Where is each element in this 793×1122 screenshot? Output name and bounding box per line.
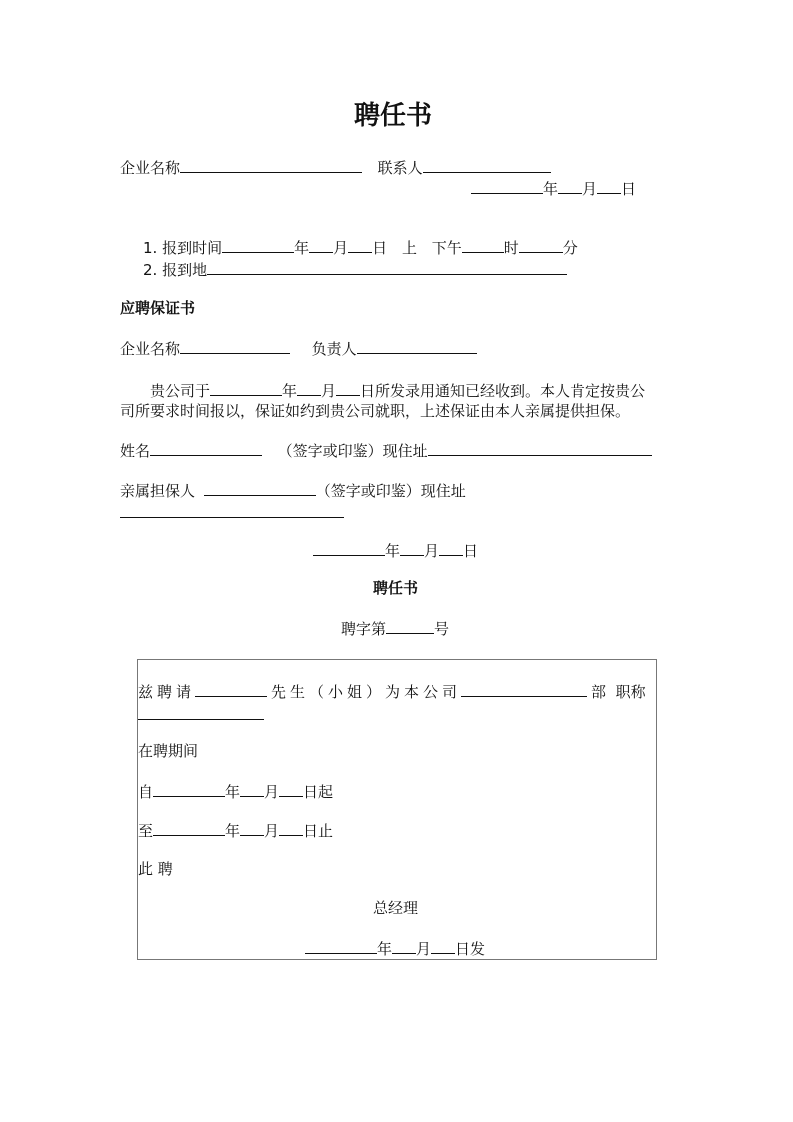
number-prefix: 聘字第 bbox=[341, 620, 387, 638]
name-label: 姓名 bbox=[120, 442, 151, 460]
issue-date bbox=[305, 938, 485, 959]
to-label: 至 bbox=[138, 822, 154, 840]
relative-blank[interactable] bbox=[204, 480, 316, 496]
header-date bbox=[471, 178, 636, 199]
general-manager-label: 总经理 bbox=[373, 899, 419, 917]
month-label: 月 bbox=[264, 783, 280, 801]
company-name-row bbox=[120, 157, 551, 178]
relative-label: 亲属担保人 bbox=[120, 482, 196, 500]
to-day-blank[interactable] bbox=[279, 820, 303, 836]
name-blank[interactable] bbox=[150, 440, 262, 456]
year-label: 年 bbox=[282, 382, 298, 400]
appointee-blank[interactable] bbox=[195, 681, 267, 697]
issue-month-blank[interactable] bbox=[392, 938, 416, 954]
year-label: 年 bbox=[225, 822, 241, 840]
title-label: 部 职称 bbox=[591, 683, 646, 701]
guarantee-day-blank[interactable] bbox=[439, 540, 463, 556]
page-title: 聘任书 bbox=[354, 101, 433, 131]
day-label: 日 bbox=[372, 239, 388, 257]
period-from bbox=[138, 781, 333, 802]
year-label: 年 bbox=[225, 783, 241, 801]
appointment-number bbox=[341, 618, 449, 639]
relative-sign-label: （签字或印鉴）现住址 bbox=[315, 482, 466, 500]
report-minute-blank[interactable] bbox=[519, 237, 563, 253]
year-label: 年 bbox=[294, 239, 310, 257]
report-place-row bbox=[143, 259, 567, 280]
report-time-row bbox=[143, 237, 578, 258]
from-month-blank[interactable] bbox=[240, 781, 264, 797]
notice-year-blank[interactable] bbox=[210, 380, 282, 396]
item-number: 1. bbox=[143, 239, 158, 257]
guarantee-paragraph-line1 bbox=[150, 380, 645, 401]
relative-address-blank[interactable] bbox=[120, 502, 344, 518]
item-number: 2. bbox=[143, 261, 158, 279]
issue-end-label: 日发 bbox=[455, 940, 486, 958]
month-label: 月 bbox=[264, 822, 280, 840]
appointment-heading: 聘任书 bbox=[373, 579, 419, 597]
contact-blank[interactable] bbox=[423, 157, 551, 173]
report-day-blank[interactable] bbox=[348, 237, 372, 253]
minute-label: 分 bbox=[562, 239, 578, 257]
am-label: 上 bbox=[401, 239, 417, 257]
from-year-blank[interactable] bbox=[153, 781, 225, 797]
header-month-blank[interactable] bbox=[558, 178, 582, 194]
notice-day-blank[interactable] bbox=[336, 380, 360, 396]
pm-label: 下午 bbox=[431, 239, 462, 257]
closing-text: 此 聘 bbox=[138, 860, 173, 878]
company-name-label: 企业名称 bbox=[120, 159, 181, 177]
to-end-label: 日止 bbox=[303, 822, 334, 840]
report-month-blank[interactable] bbox=[309, 237, 333, 253]
header-year-blank[interactable] bbox=[471, 178, 543, 194]
guarantee-company-blank[interactable] bbox=[180, 338, 290, 354]
para-text: 日所发录用通知已经收到。本人肯定按贵公 bbox=[360, 382, 646, 400]
hour-label: 时 bbox=[503, 239, 519, 257]
sign-address-label: （签字或印鉴）现住址 bbox=[277, 442, 428, 460]
year-label: 年 bbox=[543, 180, 559, 198]
appoint-text: 兹聘请 bbox=[138, 683, 196, 701]
appointment-line1 bbox=[138, 681, 646, 702]
day-label: 日 bbox=[463, 542, 479, 560]
appoint-text: 先生（小姐）为本公司 bbox=[271, 683, 462, 701]
report-time-label: 报到时间 bbox=[162, 239, 223, 257]
contact-label: 联系人 bbox=[377, 159, 423, 177]
name-address-row bbox=[120, 440, 652, 461]
job-title-blank[interactable] bbox=[138, 704, 264, 720]
report-year-blank[interactable] bbox=[222, 237, 294, 253]
month-label: 月 bbox=[424, 542, 440, 560]
manager-label: 负责人 bbox=[311, 340, 357, 358]
department-blank[interactable] bbox=[461, 681, 587, 697]
job-title-line bbox=[138, 704, 264, 725]
para-text: 贵公司于 bbox=[150, 382, 211, 400]
report-place-label: 报到地 bbox=[162, 261, 208, 279]
relative-address-line bbox=[120, 502, 344, 523]
month-label: 月 bbox=[416, 940, 432, 958]
relative-row bbox=[120, 480, 466, 501]
number-suffix: 号 bbox=[434, 620, 450, 638]
from-day-blank[interactable] bbox=[279, 781, 303, 797]
guarantee-year-blank[interactable] bbox=[313, 540, 385, 556]
from-label: 自 bbox=[138, 783, 154, 801]
year-label: 年 bbox=[385, 542, 401, 560]
month-label: 月 bbox=[582, 180, 598, 198]
guarantee-month-blank[interactable] bbox=[400, 540, 424, 556]
notice-month-blank[interactable] bbox=[297, 380, 321, 396]
to-year-blank[interactable] bbox=[153, 820, 225, 836]
day-label: 日 bbox=[621, 180, 637, 198]
company-name-blank[interactable] bbox=[180, 157, 362, 173]
to-month-blank[interactable] bbox=[240, 820, 264, 836]
guarantee-paragraph-line2: 司所要求时间报以，保证如约到贵公司就职，上述保证由本人亲属提供担保。 bbox=[120, 402, 631, 420]
company-name-label: 企业名称 bbox=[120, 340, 181, 358]
issue-year-blank[interactable] bbox=[305, 938, 377, 954]
address-blank[interactable] bbox=[428, 440, 652, 456]
from-end-label: 日起 bbox=[303, 783, 334, 801]
manager-blank[interactable] bbox=[357, 338, 477, 354]
appointment-number-blank[interactable] bbox=[386, 618, 434, 634]
month-label: 月 bbox=[321, 382, 337, 400]
period-label: 在聘期间 bbox=[138, 742, 199, 760]
report-place-blank[interactable] bbox=[207, 259, 567, 275]
header-day-blank[interactable] bbox=[597, 178, 621, 194]
guarantee-company-row bbox=[120, 338, 477, 359]
guarantee-date bbox=[313, 540, 478, 561]
period-to bbox=[138, 820, 333, 841]
issue-day-blank[interactable] bbox=[431, 938, 455, 954]
month-label: 月 bbox=[333, 239, 349, 257]
report-hour-blank[interactable] bbox=[462, 237, 504, 253]
guarantee-heading: 应聘保证书 bbox=[120, 299, 196, 317]
year-label: 年 bbox=[377, 940, 393, 958]
